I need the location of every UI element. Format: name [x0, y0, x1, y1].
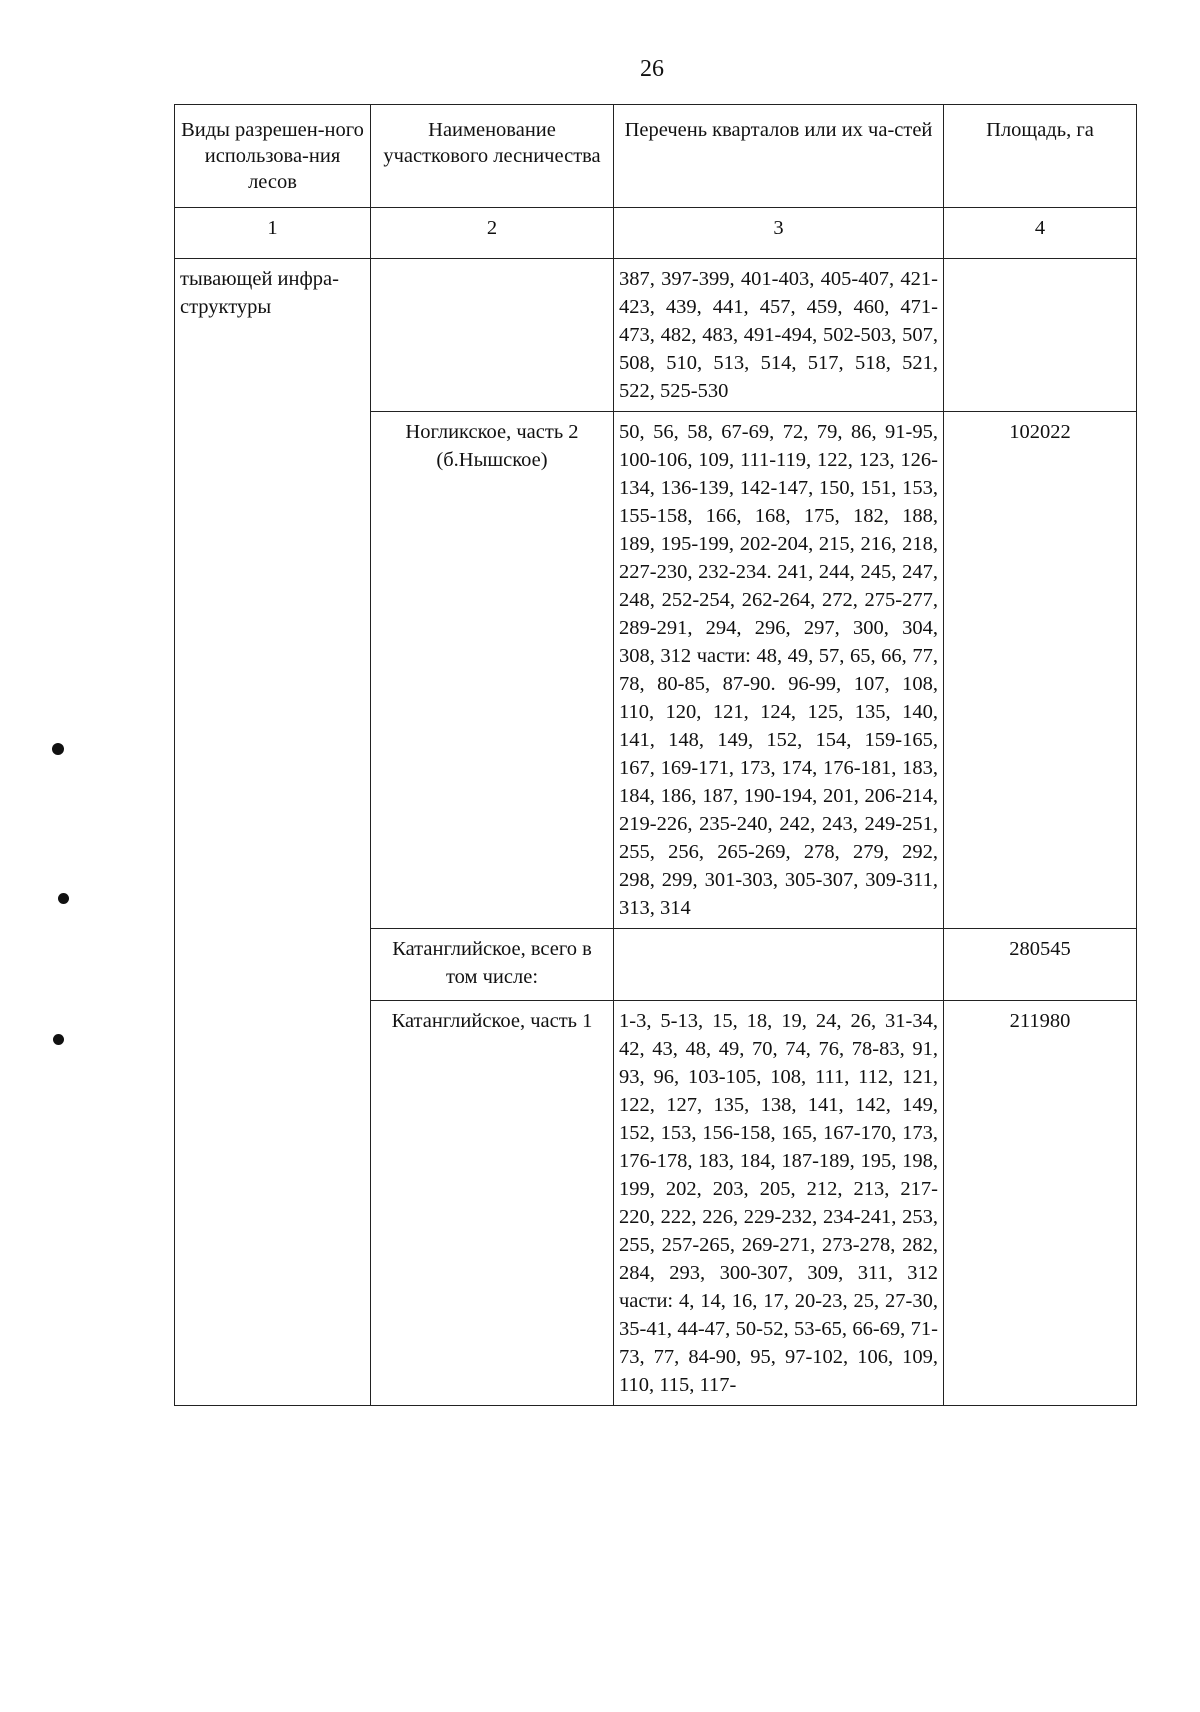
table-header-row	[175, 105, 1137, 208]
scan-hole-mark	[52, 743, 64, 755]
forestry-cell: Катанглийское, всего в том числе:	[371, 929, 614, 1001]
quarters-cell	[614, 929, 944, 1001]
scan-hole-mark	[53, 1034, 64, 1045]
forestry-cell	[371, 259, 614, 412]
area-cell	[944, 259, 1137, 412]
column-number-row	[175, 208, 1137, 259]
forest-use-table-container	[174, 104, 1137, 1406]
quarters-cell: 1-3, 5-13, 15, 18, 19, 24, 26, 31-34, 42, 43, 48, 49, 70, 74, 76, 78-83, 91, 93, 96, 103-105, 108, 111, 112, 121, 122, 127, 135, 138, 141, 142, 149, 152, 153, 156-158, 165, 167-170, 173, 176-178, 183, 184, 187-189, 195, 198, 199, 202, 203, 205, 212, 213, 217-220, 222, 226, 229-232, 234-241, 253, 255, 257-265, 269-271, 273-278, 282, 284, 293, 300-307, 309, 311, 312 части: 4, 14, 16, 17, 20-23, 25, 27-30, 35-41, 44-47, 50-52, 53-65, 66-69, 71-73, 77, 84-90, 95, 97-102, 106, 109, 110, 115, 117-	[614, 1001, 944, 1406]
quarters-cell: 387, 397-399, 401-403, 405-407, 421-423, 439, 441, 457, 459, 460, 471-473, 482, 483, 491-494, 502-503, 507, 508, 510, 513, 514, 517, 518, 521, 522, 525-530	[614, 259, 944, 412]
forest-use-table	[174, 104, 1137, 1406]
use-type-cell: тывающей инфра-структуры	[175, 259, 371, 1406]
page-number: 26	[640, 56, 664, 82]
forestry-cell: Катанглийское, часть 1	[371, 1001, 614, 1406]
scan-hole-mark	[58, 893, 69, 904]
table-row	[175, 259, 1137, 412]
area-cell: 211980	[944, 1001, 1137, 1406]
header-use-type: Виды разрешен-ного использова-ния лесов	[175, 105, 371, 208]
column-number: 4	[944, 208, 1137, 259]
area-cell: 280545	[944, 929, 1137, 1001]
header-quarters: Перечень кварталов или их ча-стей	[614, 105, 944, 208]
forestry-cell: Ногликское, часть 2 (б.Нышское)	[371, 412, 614, 929]
header-area: Площадь, га	[944, 105, 1137, 208]
column-number: 3	[614, 208, 944, 259]
quarters-cell: 50, 56, 58, 67-69, 72, 79, 86, 91-95, 100-106, 109, 111-119, 122, 123, 126-134, 136-139, 142-147, 150, 151, 153, 155-158, 166, 168, 175, 182, 188, 189, 195-199, 202-204, 215, 216, 218, 227-230, 232-234. 241, 244, 245, 247, 248, 252-254, 262-264, 272, 275-277, 289-291, 294, 296, 297, 300, 304, 308, 312 части: 48, 49, 57, 65, 66, 77, 78, 80-85, 87-90. 96-99, 107, 108, 110, 120, 121, 124, 125, 135, 140, 141, 148, 149, 152, 154, 159-165, 167, 169-171, 173, 174, 176-181, 183, 184, 186, 187, 190-194, 201, 206-214, 219-226, 235-240, 242, 243, 249-251, 255, 256, 265-269, 278, 279, 292, 298, 299, 301-303, 305-307, 309-311, 313, 314	[614, 412, 944, 929]
header-forestry: Наименование участкового лесничества	[371, 105, 614, 208]
column-number: 2	[371, 208, 614, 259]
column-number: 1	[175, 208, 371, 259]
area-cell: 102022	[944, 412, 1137, 929]
